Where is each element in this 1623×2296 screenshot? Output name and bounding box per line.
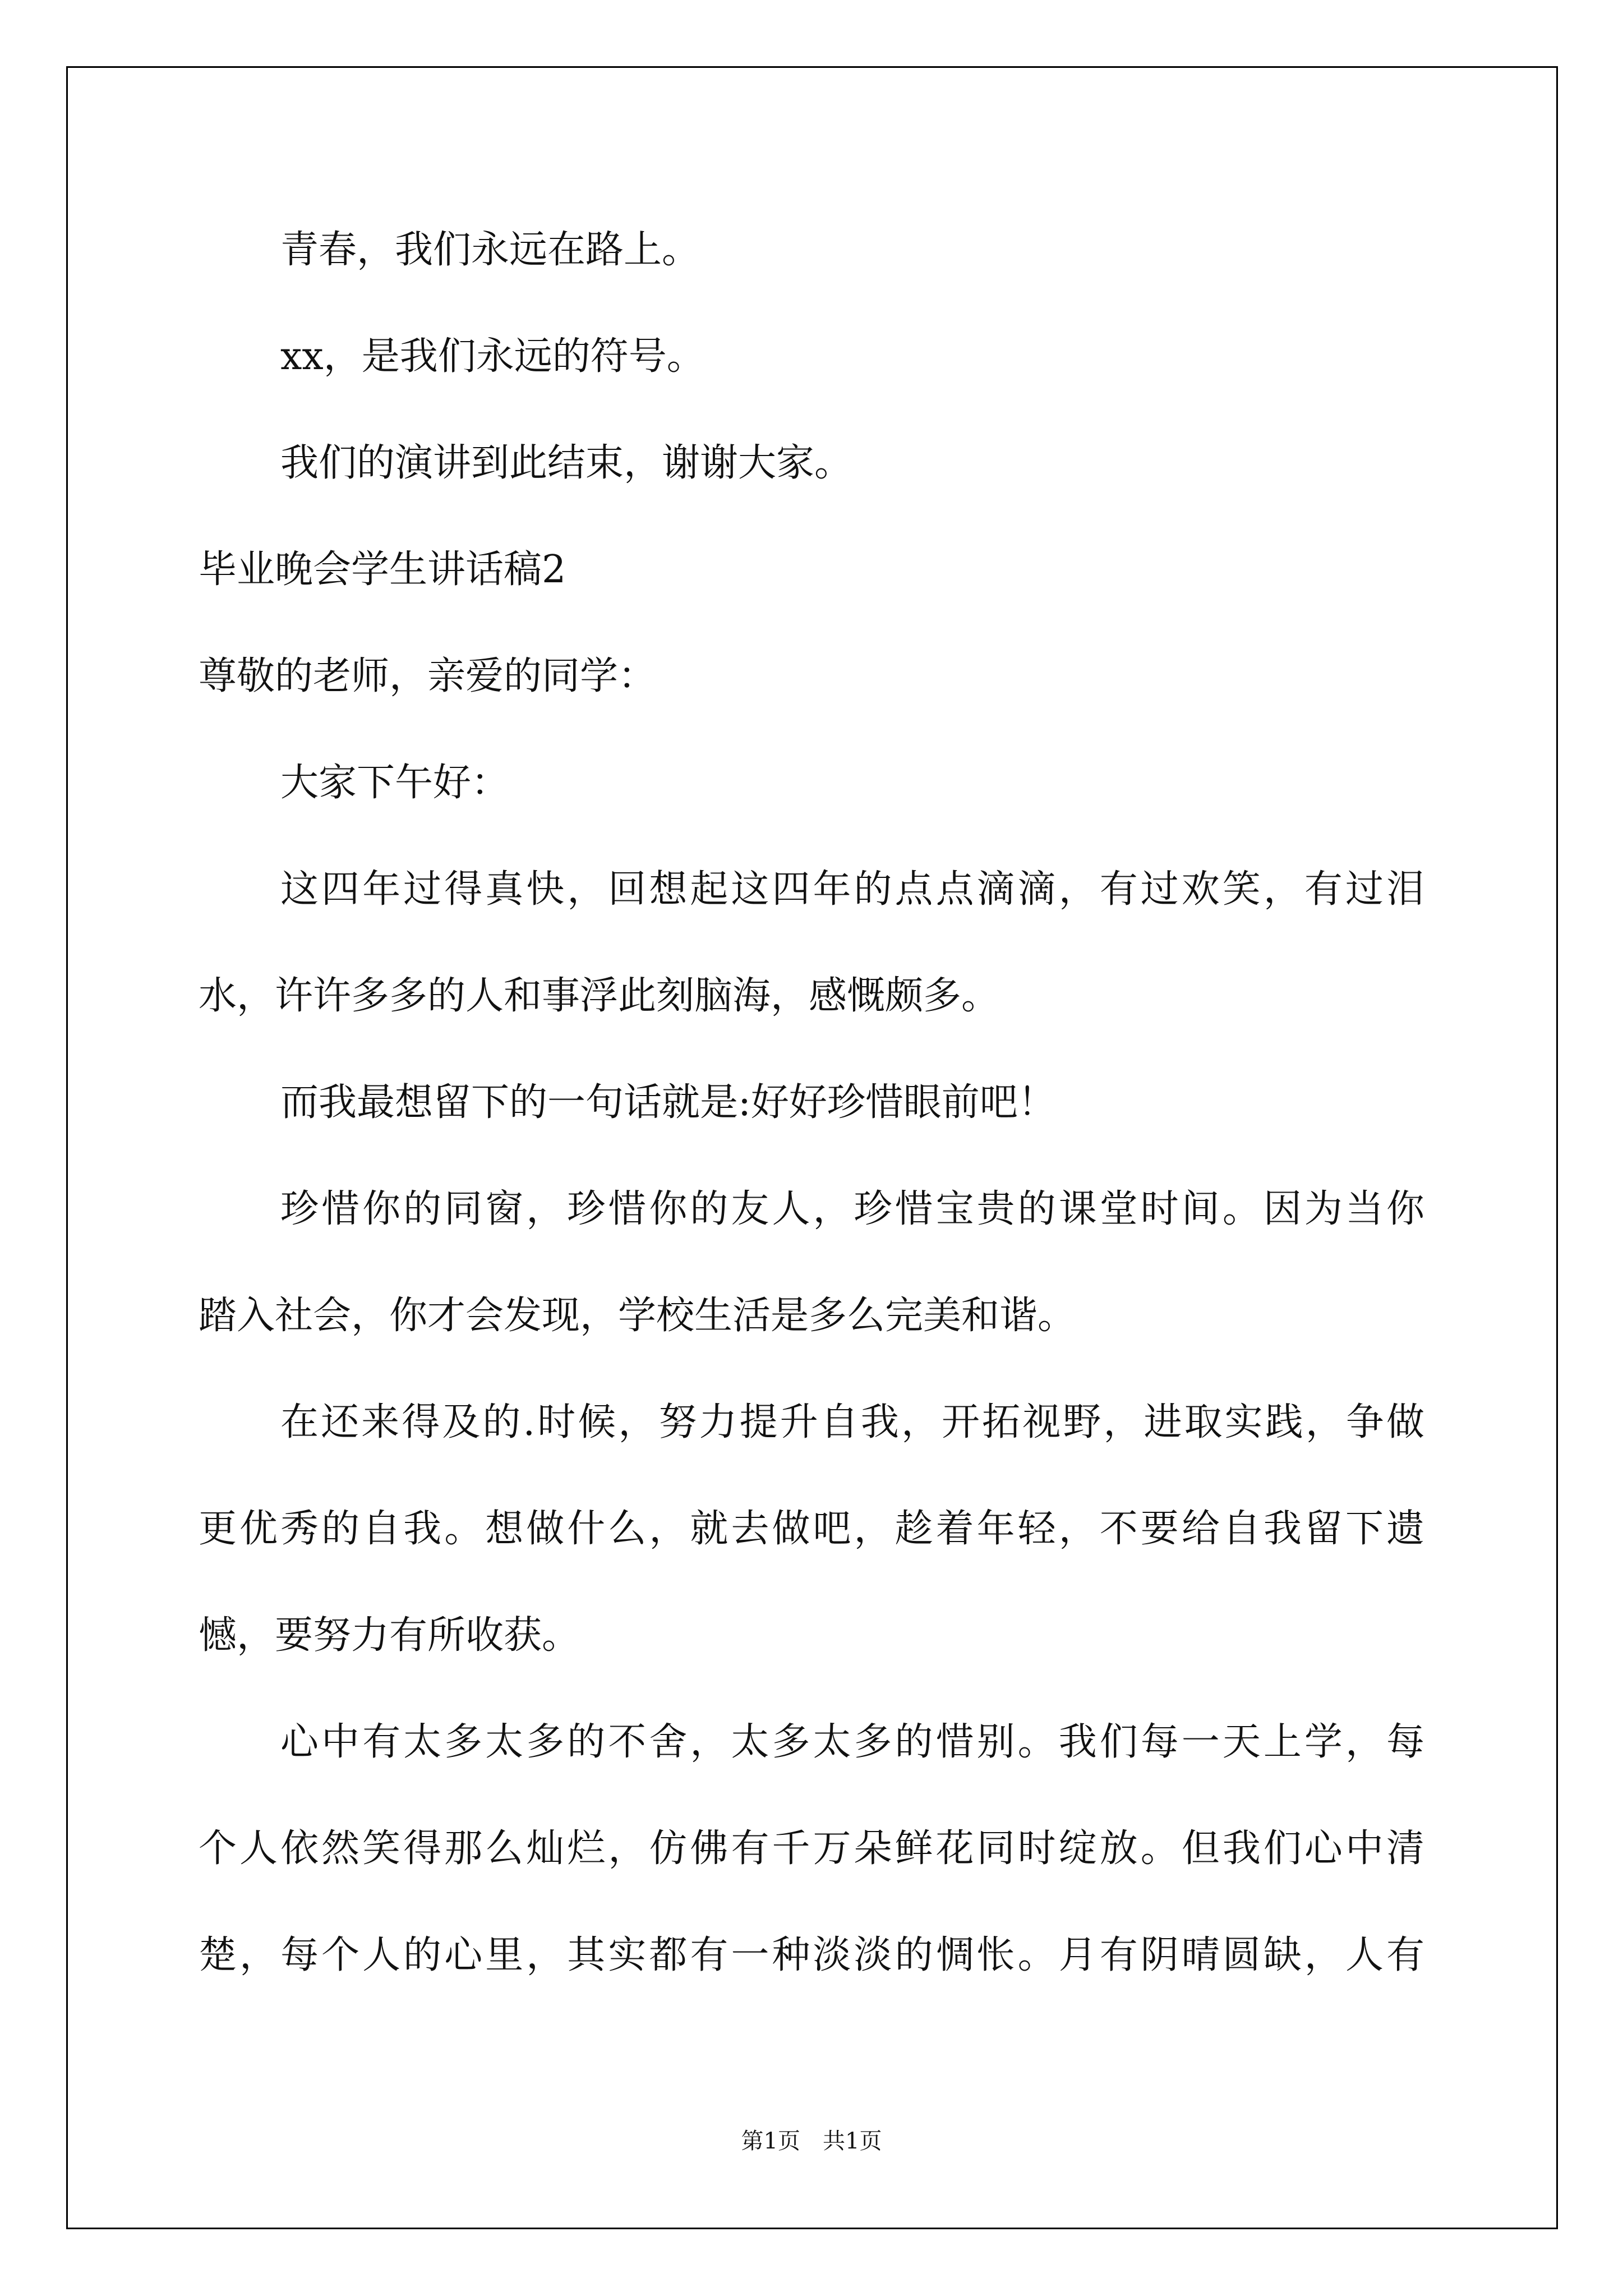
page-border [66, 66, 1558, 2229]
paragraph-line: 水，许许多多的人和事浮此刻脑海，感慨颇多。 [199, 974, 1000, 1018]
paragraph-line: 而我最想留下的一句话就是:好好珍惜眼前吧！ [280, 1080, 1056, 1125]
paragraph-line: 在还来得及的.时候，努力提升自我，开拓视野，进取实践，争做 [280, 1400, 1424, 1444]
salutation: 尊敬的老师，亲爱的同学： [199, 654, 657, 698]
paragraph-line: 这四年过得真快，回想起这四年的点点滴滴，有过欢笑，有过泪 [280, 867, 1424, 912]
paragraph-line: 楚，每个人的心里，其实都有一种淡淡的惆怅。月有阴晴圆缺，人有 [199, 1933, 1424, 1977]
paragraph-line: 憾，要努力有所收获。 [199, 1613, 580, 1658]
section-title: 毕业晚会学生讲话稿2 [199, 547, 566, 592]
paragraph-line: 心中有太多太多的不舍，太多太多的惜别。我们每一天上学，每 [280, 1720, 1424, 1764]
greeting: 大家下午好： [280, 761, 510, 805]
paragraph-line: xx，是我们永远的符号。 [280, 334, 705, 379]
paragraph-line: 踏入社会，你才会发现，学校生活是多么完美和谐。 [199, 1294, 1076, 1338]
page-number: 第1页 共1页 [741, 2128, 882, 2154]
paragraph-line: 个人依然笑得那么灿烂，仿佛有千万朵鲜花同时绽放。但我们心中清 [199, 1826, 1424, 1871]
paragraph-line: 更优秀的自我。想做什么，就去做吧，趁着年轻，不要给自我留下遗 [199, 1507, 1424, 1551]
paragraph-line: 珍惜你的同窗，珍惜你的友人，珍惜宝贵的课堂时间。因为当你 [280, 1187, 1424, 1231]
paragraph-line: 青春，我们永远在路上。 [280, 228, 700, 272]
paragraph-line: 我们的演讲到此结束，谢谢大家。 [280, 441, 853, 485]
